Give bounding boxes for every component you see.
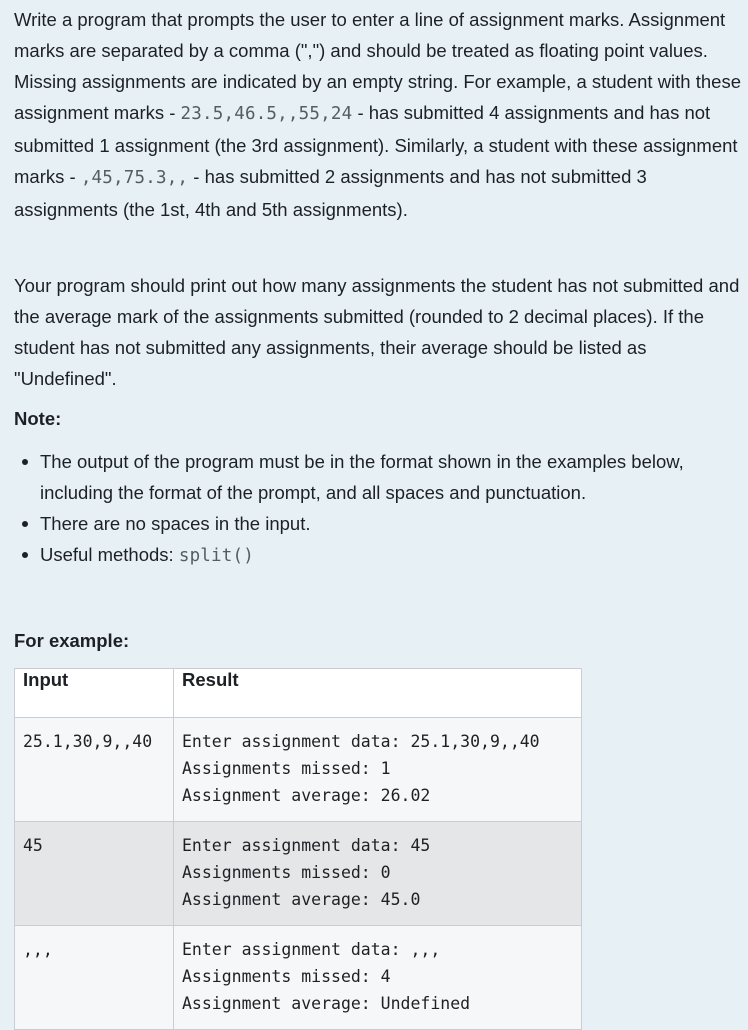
input-column-header: Input bbox=[15, 669, 174, 718]
note-list bbox=[14, 446, 734, 572]
table-row bbox=[15, 822, 582, 926]
note-item-text: The output of the program must be in the format shown in the examples below, including the format of the prompt, and all spaces and punctuation. bbox=[40, 451, 684, 503]
result-cell bbox=[174, 926, 582, 1030]
note-heading: Note: bbox=[14, 408, 62, 429]
example-text-1: - has submitted 4 assignments and has not submitted 1 assignment (the 3rd assignment). Similarly, a student with these assignment marks - bbox=[14, 102, 738, 187]
example-marks-code-2: ,45,75.3,, bbox=[80, 168, 189, 188]
example-marks-code-1: 23.5,46.5,,55,24 bbox=[180, 104, 353, 124]
input-cell: ,,, bbox=[15, 926, 174, 1030]
note-item-text: There are no spaces in the input. bbox=[40, 513, 311, 534]
result-line: Assignments missed: 4 bbox=[182, 967, 391, 986]
result-line: Enter assignment data: 45 bbox=[182, 836, 431, 855]
note-item bbox=[14, 508, 734, 539]
result-cell bbox=[174, 718, 582, 822]
example-text-2: - has submitted 2 assignments and has not submitted 3 assignments (the 1st, 4th and 5th assignments). bbox=[14, 166, 647, 220]
result-line: Enter assignment data: ,,, bbox=[182, 940, 441, 959]
table-row bbox=[15, 718, 582, 822]
examples-table bbox=[14, 668, 582, 1030]
note-item bbox=[14, 446, 734, 508]
bullet-icon bbox=[22, 552, 28, 558]
table-header-row bbox=[15, 669, 582, 718]
result-line: Assignments missed: 1 bbox=[182, 759, 391, 778]
bullet-icon bbox=[22, 521, 28, 527]
result-column-header: Result bbox=[174, 669, 582, 718]
table-row bbox=[15, 926, 582, 1030]
input-cell: 25.1,30,9,,40 bbox=[15, 718, 174, 822]
split-method-code: split() bbox=[178, 546, 254, 566]
note-item-text: Useful methods: bbox=[40, 544, 179, 565]
result-line: Assignment average: Undefined bbox=[182, 994, 471, 1013]
result-line: Assignment average: 26.02 bbox=[182, 786, 431, 805]
question-paragraph-1 bbox=[14, 4, 742, 225]
result-line: Assignment average: 45.0 bbox=[182, 890, 421, 909]
result-line: Assignments missed: 0 bbox=[182, 863, 391, 882]
bullet-icon bbox=[22, 459, 28, 465]
result-line: Enter assignment data: 25.1,30,9,,40 bbox=[182, 732, 540, 751]
question-paragraph-2: Your program should print out how many assignments the student has not submitted and the average mark of the assignments submitted (rounded to 2 decimal places). If the student has not submitted any assignments, their average should be listed as "Undefined". bbox=[14, 275, 740, 389]
input-cell: 45 bbox=[15, 822, 174, 926]
intro-text: Write a program that prompts the user to enter a line of assignment marks. Assignment marks are separated by a comma (",") and should be treated as floating point values. Missing assignments are indicated by an empty string. For example, a student with these assignment marks - bbox=[14, 9, 741, 123]
example-heading: For example: bbox=[14, 630, 130, 651]
note-item bbox=[14, 539, 734, 572]
result-cell bbox=[174, 822, 582, 926]
